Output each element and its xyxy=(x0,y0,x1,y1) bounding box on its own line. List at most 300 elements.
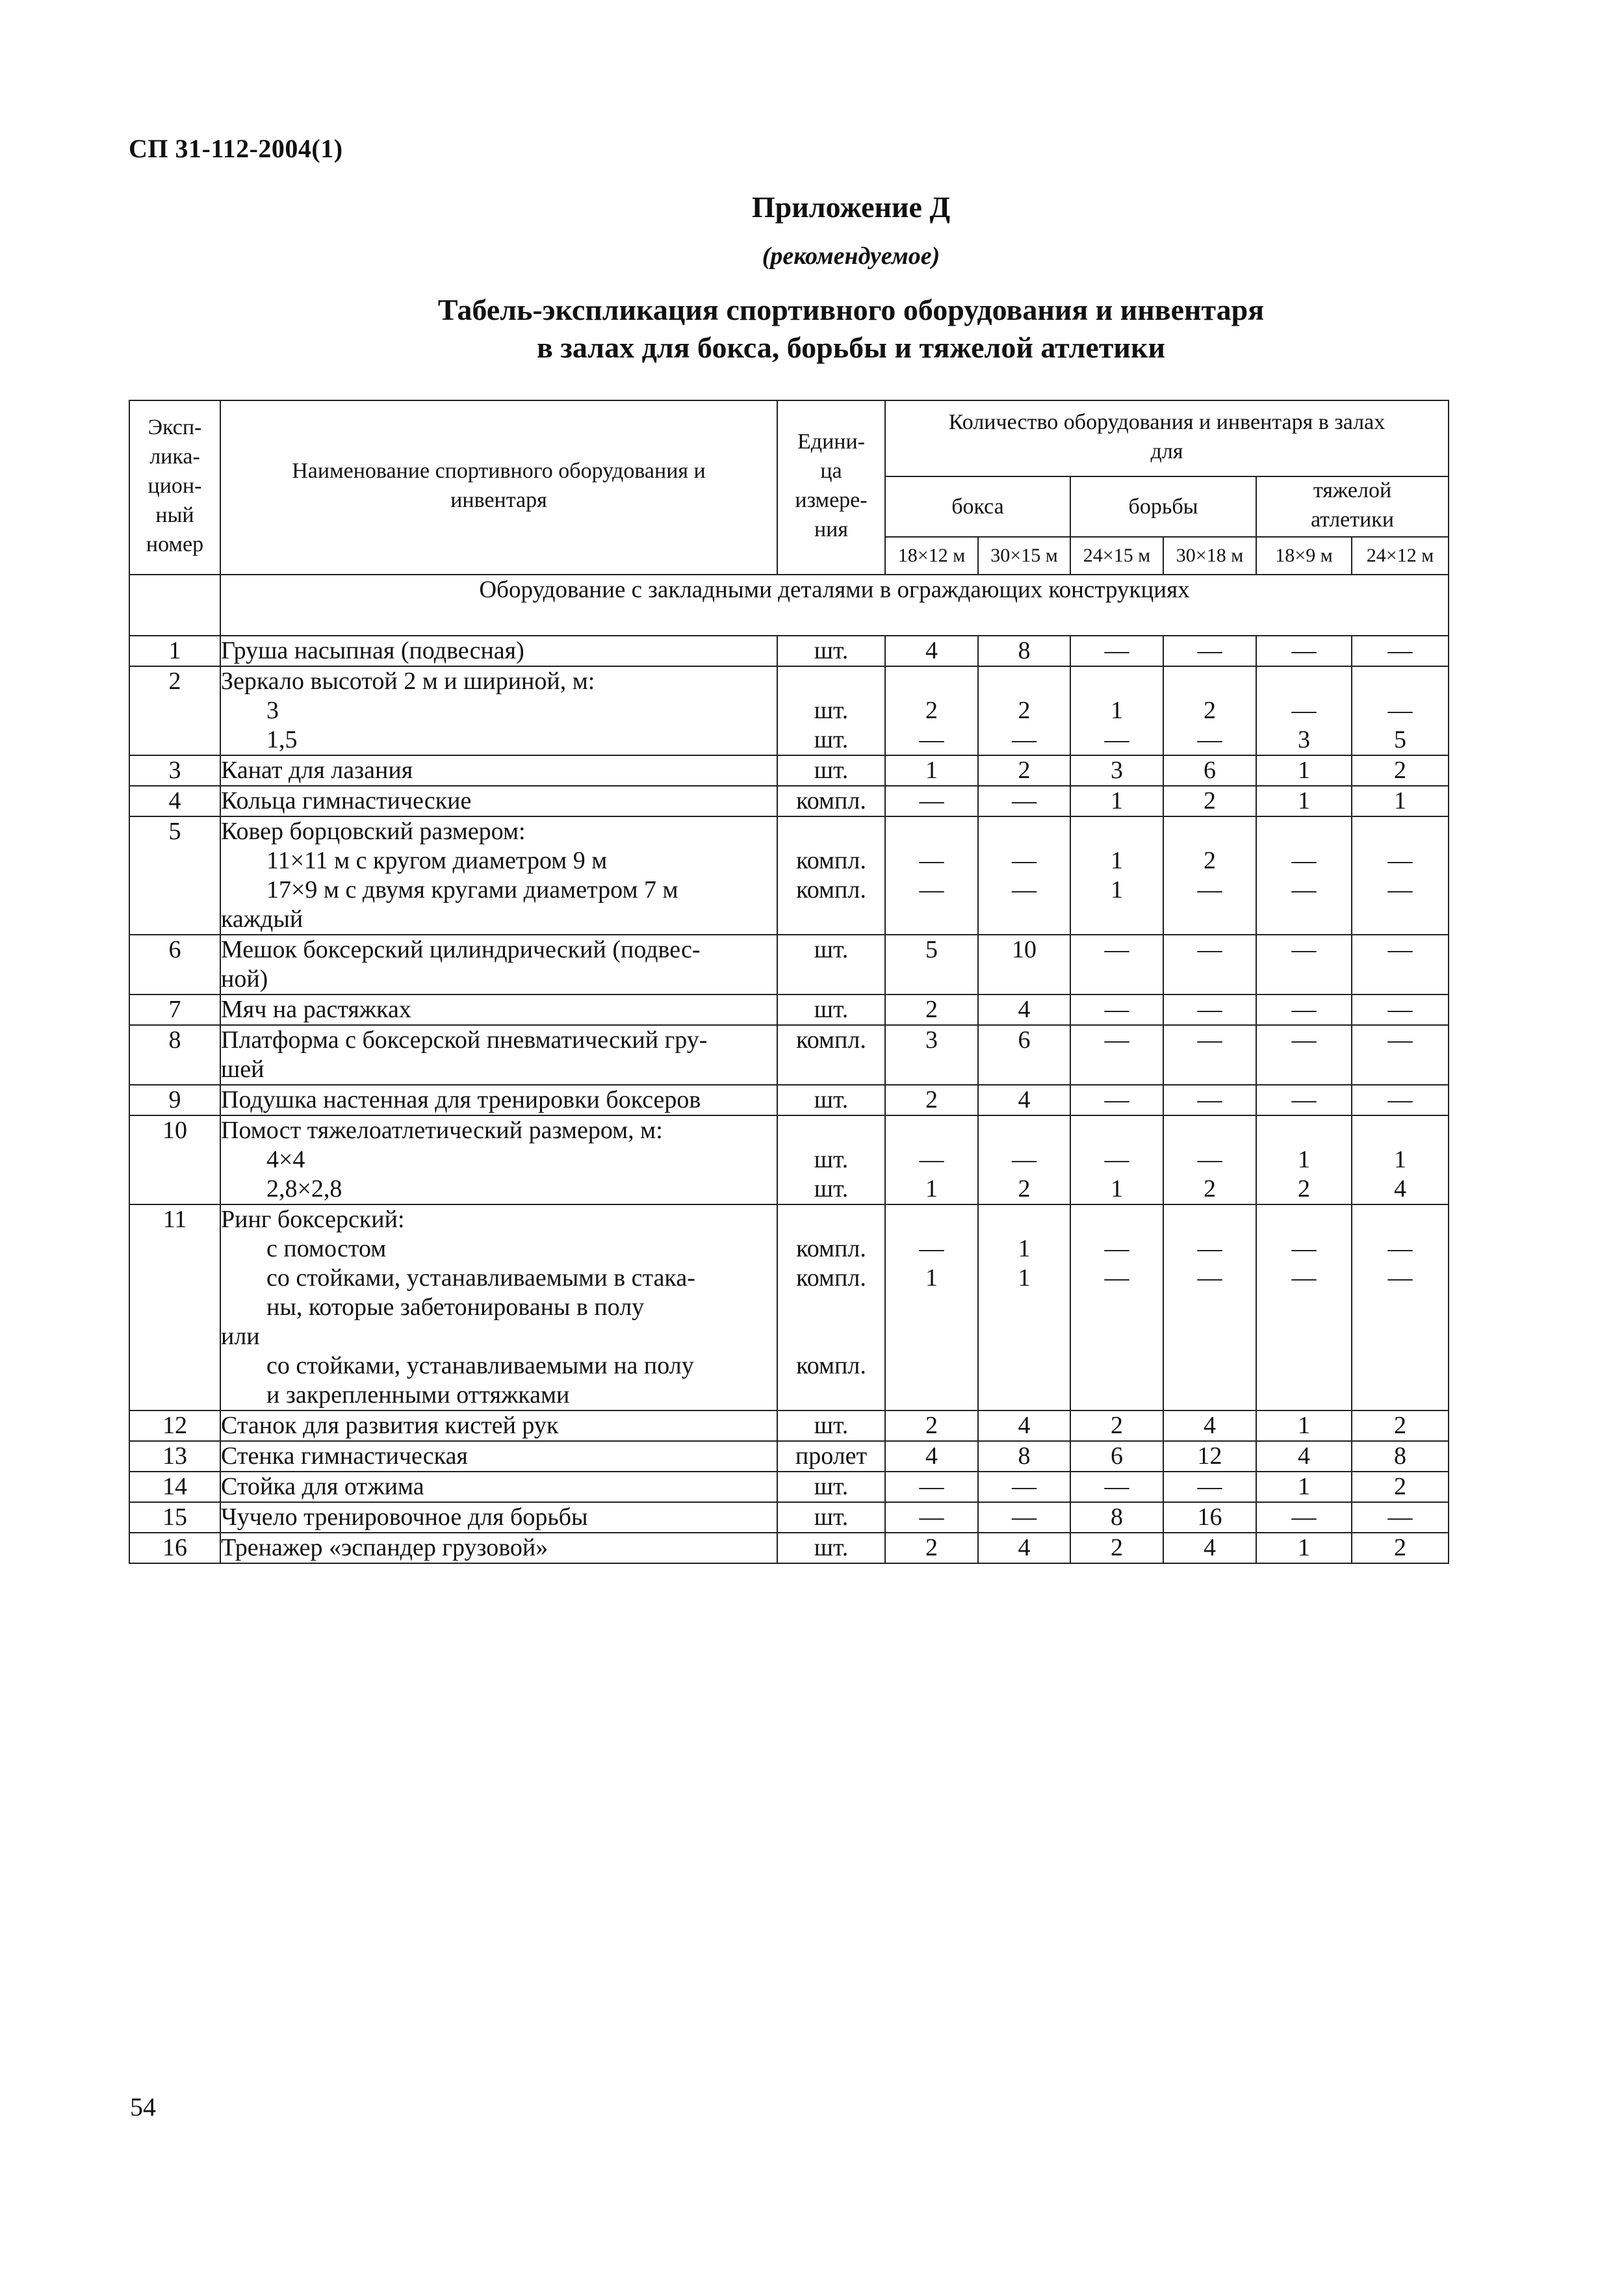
quantity-value: — xyxy=(1012,847,1037,874)
unit-line: шт. xyxy=(814,1473,849,1500)
equipment-name-line: Канат для лазания xyxy=(221,757,413,784)
quantity-value xyxy=(886,817,977,846)
quantity-value: 1 xyxy=(925,1175,938,1202)
quantity-value: 4 xyxy=(1018,1412,1031,1439)
quantity-cell xyxy=(1070,1204,1163,1410)
quantity-value: — xyxy=(1291,697,1317,724)
unit-line: шт. xyxy=(814,1175,849,1202)
quantity-value: — xyxy=(1012,876,1037,904)
quantity-value: — xyxy=(1387,936,1413,963)
quantity-cell xyxy=(1256,786,1352,816)
unit-line: шт. xyxy=(814,936,849,963)
quantity-value: 1 xyxy=(1298,1146,1310,1173)
header-group-weightlifting: тяжелой атлетики xyxy=(1256,476,1449,537)
table-title xyxy=(0,291,1624,367)
quantity-cell xyxy=(1163,1441,1256,1472)
quantity-cell xyxy=(1352,1025,1449,1085)
quantity-value xyxy=(1257,1116,1351,1145)
quantity-cell xyxy=(1163,1025,1256,1085)
unit-line xyxy=(778,817,884,846)
quantity-cell xyxy=(1163,1085,1256,1115)
equipment-name-line: ной) xyxy=(221,965,268,993)
quantity-cell xyxy=(1070,994,1163,1025)
equipment-name xyxy=(220,666,777,755)
quantity-cell xyxy=(1256,1115,1352,1204)
quantity-value: 4 xyxy=(1018,1534,1031,1561)
equipment-name xyxy=(220,1533,777,1563)
equipment-name-line: Подушка настенная для тренировки боксеров xyxy=(221,1086,701,1113)
unit-line xyxy=(778,905,884,934)
table-row xyxy=(129,816,1449,935)
equipment-name xyxy=(220,1115,777,1204)
quantity-cell xyxy=(885,1204,978,1410)
unit-line: компл. xyxy=(796,1352,866,1379)
row-number: 10 xyxy=(129,1115,220,1204)
equipment-name xyxy=(220,994,777,1025)
header-size: 18×12 м xyxy=(885,537,978,575)
appendix-title: Приложение Д xyxy=(751,190,951,224)
quantity-cell xyxy=(1352,1472,1449,1502)
quantity-cell xyxy=(978,1441,1070,1472)
quantity-value: — xyxy=(1197,936,1222,963)
table-row xyxy=(129,1502,1449,1533)
quantity-cell xyxy=(978,935,1070,994)
equipment-name xyxy=(220,1025,777,1085)
quantity-value: — xyxy=(1291,996,1317,1023)
quantity-value: 2 xyxy=(925,1086,938,1113)
quantity-cell xyxy=(1070,1025,1163,1085)
quantity-cell xyxy=(978,1533,1070,1563)
unit-line: компл. xyxy=(796,1026,866,1054)
quantity-value: 6 xyxy=(1204,757,1216,784)
quantity-cell xyxy=(1070,1085,1163,1115)
quantity-cell xyxy=(978,1204,1070,1410)
quantity-cell xyxy=(1070,636,1163,666)
row-number: 12 xyxy=(129,1410,220,1441)
unit-line: шт. xyxy=(814,726,849,753)
quantity-cell xyxy=(978,755,1070,786)
unit-line: шт. xyxy=(814,996,849,1023)
quantity-cell xyxy=(1163,1533,1256,1563)
equipment-name xyxy=(220,935,777,994)
quantity-value: 2 xyxy=(925,1412,938,1439)
quantity-cell xyxy=(1256,1204,1352,1410)
quantity-cell xyxy=(1256,1533,1352,1563)
quantity-cell xyxy=(885,1472,978,1502)
quantity-value xyxy=(1257,667,1351,696)
quantity-value: — xyxy=(919,1235,944,1262)
quantity-cell xyxy=(1352,666,1449,755)
quantity-cell xyxy=(1256,636,1352,666)
quantity-value: 2 xyxy=(1394,1473,1406,1500)
quantity-cell xyxy=(885,755,978,786)
quantity-value: 8 xyxy=(1111,1503,1123,1531)
quantity-value: — xyxy=(919,787,944,814)
equipment-name xyxy=(220,1204,777,1410)
equipment-name-line: или xyxy=(221,1323,260,1350)
quantity-cell xyxy=(1352,1533,1449,1563)
quantity-value: 1 xyxy=(1111,787,1123,814)
unit-cell xyxy=(777,994,885,1025)
row-number: 16 xyxy=(129,1533,220,1563)
quantity-cell xyxy=(1070,1502,1163,1533)
quantity-value: 1 xyxy=(1298,757,1310,784)
quantity-cell xyxy=(1352,1502,1449,1533)
row-number: 11 xyxy=(129,1204,220,1410)
equipment-name-line: 2,8×2,8 xyxy=(266,1175,342,1202)
equipment-name-line: со стойками, устанавливаемыми в стака- xyxy=(266,1264,695,1292)
quantity-value: — xyxy=(1012,1503,1037,1531)
unit-line: шт. xyxy=(814,1412,849,1439)
equipment-name-line: с помостом xyxy=(266,1235,387,1262)
quantity-value: 4 xyxy=(1394,1175,1406,1202)
quantity-value xyxy=(1352,1205,1448,1234)
unit-line xyxy=(778,1293,884,1322)
quantity-cell xyxy=(1163,786,1256,816)
equipment-name-line: и закрепленными оттяжками xyxy=(266,1381,570,1409)
table-title-line: Табель-экспликация спортивного оборудования и инвентаря xyxy=(437,293,1265,326)
unit-cell xyxy=(777,1085,885,1115)
unit-cell xyxy=(777,636,885,666)
quantity-value: — xyxy=(1012,787,1037,814)
header-group-wrestling: борьбы xyxy=(1070,476,1256,537)
quantity-cell xyxy=(885,1441,978,1472)
unit-line: шт. xyxy=(814,637,849,664)
quantity-cell xyxy=(1163,816,1256,935)
equipment-name-line: Ринг боксерский: xyxy=(221,1206,405,1233)
quantity-value xyxy=(1071,817,1163,846)
equipment-name xyxy=(220,636,777,666)
row-number: 14 xyxy=(129,1472,220,1502)
quantity-value: 3 xyxy=(1298,726,1310,753)
page-number: 54 xyxy=(130,2092,156,2122)
quantity-value: 1 xyxy=(1018,1264,1031,1292)
unit-line: компл. xyxy=(796,787,866,814)
quantity-value: — xyxy=(1197,726,1222,753)
equipment-name-line: Станок для развития кистей рук xyxy=(221,1412,559,1439)
quantity-value xyxy=(1071,667,1163,696)
quantity-value: — xyxy=(1291,1264,1317,1292)
row-number: 1 xyxy=(129,636,220,666)
unit-cell xyxy=(777,1410,885,1441)
section-title: Оборудование с закладными деталями в ограждающих конструкциях xyxy=(220,575,1449,636)
unit-line xyxy=(778,1205,884,1234)
quantity-value: — xyxy=(1104,996,1129,1023)
equipment-name-line: шей xyxy=(221,1056,264,1083)
quantity-value: — xyxy=(1387,996,1413,1023)
quantity-cell xyxy=(1163,1115,1256,1204)
quantity-cell xyxy=(1352,1085,1449,1115)
equipment-name xyxy=(220,1410,777,1441)
quantity-value: 2 xyxy=(1204,847,1216,874)
quantity-value: — xyxy=(1387,1026,1413,1054)
quantity-cell xyxy=(1163,1204,1256,1410)
quantity-cell xyxy=(1352,935,1449,994)
quantity-value: — xyxy=(1197,996,1222,1023)
quantity-cell xyxy=(1070,786,1163,816)
quantity-cell xyxy=(885,1115,978,1204)
appendix-subtitle: (рекомендуемое) xyxy=(762,242,940,270)
unit-line: шт. xyxy=(814,757,849,784)
quantity-value: 2 xyxy=(1018,697,1031,724)
quantity-cell xyxy=(1070,1410,1163,1441)
quantity-cell xyxy=(885,1025,978,1085)
unit-line: шт. xyxy=(814,1503,849,1531)
quantity-value: — xyxy=(919,847,944,874)
unit-cell xyxy=(777,1502,885,1533)
equipment-name xyxy=(220,1441,777,1472)
equipment-name-line: Чучело тренировочное для борьбы xyxy=(221,1503,588,1531)
quantity-cell xyxy=(1163,1410,1256,1441)
quantity-value: 1 xyxy=(1111,876,1123,904)
equipment-name xyxy=(220,1085,777,1115)
quantity-value: 1 xyxy=(1394,1146,1406,1173)
quantity-value: 1 xyxy=(1394,787,1406,814)
row-number: 6 xyxy=(129,935,220,994)
quantity-value: 2 xyxy=(1111,1534,1123,1561)
quantity-value: 1 xyxy=(1298,1412,1310,1439)
quantity-value: — xyxy=(1012,726,1037,753)
quantity-value: 1 xyxy=(1298,1534,1310,1561)
quantity-cell xyxy=(978,1115,1070,1204)
quantity-value: 3 xyxy=(925,1026,938,1054)
row-number: 4 xyxy=(129,786,220,816)
quantity-value: 4 xyxy=(1298,1442,1310,1470)
quantity-cell xyxy=(978,1085,1070,1115)
table-row xyxy=(129,1472,1449,1502)
quantity-cell xyxy=(1070,1472,1163,1502)
quantity-cell xyxy=(885,786,978,816)
quantity-value: 1 xyxy=(1298,787,1310,814)
header-size: 30×18 м xyxy=(1163,537,1256,575)
quantity-value xyxy=(1164,817,1256,846)
quantity-value: 2 xyxy=(1394,757,1406,784)
header-expl-number: Эксп- лика- цион- ный номер xyxy=(129,400,220,575)
table-title-line: в залах для бокса, борьбы и тяжелой атлетики xyxy=(537,331,1165,364)
row-number: 2 xyxy=(129,666,220,755)
quantity-cell xyxy=(1352,786,1449,816)
equipment-name-line: со стойками, устанавливаемыми на полу xyxy=(266,1352,694,1379)
table-row xyxy=(129,1410,1449,1441)
quantity-cell xyxy=(1256,1441,1352,1472)
quantity-value: — xyxy=(1104,936,1129,963)
quantity-cell xyxy=(1256,1085,1352,1115)
quantity-value: — xyxy=(1197,1473,1222,1500)
table-row xyxy=(129,755,1449,786)
equipment-table xyxy=(129,400,1449,1564)
quantity-cell xyxy=(885,994,978,1025)
quantity-value: 10 xyxy=(1012,936,1037,963)
quantity-cell xyxy=(885,1502,978,1533)
quantity-value: 4 xyxy=(1204,1412,1216,1439)
equipment-name-line: 11×11 м с кругом диаметром 9 м xyxy=(266,847,608,874)
quantity-value: — xyxy=(1104,726,1129,753)
equipment-name xyxy=(220,1502,777,1533)
quantity-value: 2 xyxy=(1394,1412,1406,1439)
header-size: 24×15 м xyxy=(1070,537,1163,575)
quantity-value: 12 xyxy=(1197,1442,1222,1470)
equipment-name-line: ны, которые забетонированы в полу xyxy=(266,1294,645,1321)
quantity-cell xyxy=(885,636,978,666)
quantity-value: — xyxy=(1104,1026,1129,1054)
equipment-name-line: Кольца гимнастические xyxy=(221,787,472,814)
table-row xyxy=(129,1204,1449,1410)
quantity-value: 1 xyxy=(1111,697,1123,724)
quantity-value: — xyxy=(1197,1264,1222,1292)
quantity-value xyxy=(1257,817,1351,846)
equipment-name-line: 3 xyxy=(266,697,279,724)
quantity-value: 1 xyxy=(1018,1235,1031,1262)
equipment-name-line: Тренажер «эспандер грузовой» xyxy=(221,1534,548,1561)
quantity-value: — xyxy=(1104,1473,1129,1500)
quantity-value: — xyxy=(1387,697,1413,724)
equipment-name-line: Стенка гимнастическая xyxy=(221,1442,468,1470)
quantity-cell xyxy=(1256,755,1352,786)
quantity-value: 8 xyxy=(1018,1442,1031,1470)
quantity-value: — xyxy=(1387,1264,1413,1292)
equipment-name-line: Груша насыпная (подвесная) xyxy=(221,637,524,664)
quantity-value: 3 xyxy=(1111,757,1123,784)
table-row xyxy=(129,1533,1449,1563)
unit-cell xyxy=(777,1204,885,1410)
quantity-cell xyxy=(978,636,1070,666)
table-row xyxy=(129,1025,1449,1085)
quantity-cell xyxy=(1163,935,1256,994)
quantity-value: 2 xyxy=(1298,1175,1310,1202)
quantity-value: — xyxy=(1291,936,1317,963)
quantity-cell xyxy=(1070,935,1163,994)
quantity-cell xyxy=(978,1410,1070,1441)
row-number: 7 xyxy=(129,994,220,1025)
quantity-value: — xyxy=(1387,1235,1413,1262)
unit-line: шт. xyxy=(814,1086,849,1113)
quantity-value: — xyxy=(1387,637,1413,664)
quantity-cell xyxy=(1070,1533,1163,1563)
quantity-cell xyxy=(1256,994,1352,1025)
quantity-cell xyxy=(1352,994,1449,1025)
table-row xyxy=(129,666,1449,755)
row-number: 13 xyxy=(129,1441,220,1472)
quantity-value: 4 xyxy=(925,1442,938,1470)
quantity-value: 4 xyxy=(1204,1534,1216,1561)
quantity-value: — xyxy=(1104,1086,1129,1113)
unit-line: компл. xyxy=(796,1264,866,1292)
header-size: 18×9 м xyxy=(1256,537,1352,575)
unit-line xyxy=(778,1322,884,1351)
quantity-cell xyxy=(978,1472,1070,1502)
unit-cell xyxy=(777,1025,885,1085)
quantity-cell xyxy=(1352,755,1449,786)
quantity-value: — xyxy=(1387,847,1413,874)
header-size: 30×15 м xyxy=(978,537,1070,575)
quantity-value: 1 xyxy=(1111,847,1123,874)
unit-cell xyxy=(777,1472,885,1502)
quantity-value: — xyxy=(1387,876,1413,904)
equipment-name-line: Мяч на растяжках xyxy=(221,996,411,1023)
row-number: 8 xyxy=(129,1025,220,1085)
equipment-name-line: 17×9 м с двумя кругами диаметром 7 м xyxy=(266,876,678,904)
quantity-cell xyxy=(1256,1025,1352,1085)
unit-cell xyxy=(777,1533,885,1563)
quantity-value xyxy=(979,667,1070,696)
unit-cell xyxy=(777,666,885,755)
quantity-value: — xyxy=(1291,1086,1317,1113)
quantity-cell xyxy=(1256,666,1352,755)
quantity-cell xyxy=(885,1533,978,1563)
quantity-value xyxy=(979,817,1070,846)
unit-line: компл. xyxy=(796,847,866,874)
quantity-value: 5 xyxy=(925,936,938,963)
quantity-cell xyxy=(978,994,1070,1025)
quantity-cell xyxy=(1256,935,1352,994)
unit-line xyxy=(778,667,884,696)
quantity-value xyxy=(886,1205,977,1234)
equipment-name xyxy=(220,786,777,816)
row-number: 3 xyxy=(129,755,220,786)
quantity-value: — xyxy=(1104,1264,1129,1292)
quantity-value: — xyxy=(1291,1026,1317,1054)
quantity-value: 2 xyxy=(925,697,938,724)
quantity-value: 6 xyxy=(1111,1442,1123,1470)
quantity-cell xyxy=(885,666,978,755)
unit-line: пролет xyxy=(795,1442,868,1470)
quantity-value: — xyxy=(1387,1086,1413,1113)
unit-cell xyxy=(777,935,885,994)
quantity-value xyxy=(1071,1205,1163,1234)
equipment-name-line: Мешок боксерский цилиндрический (подвес- xyxy=(221,936,701,963)
quantity-value xyxy=(886,1116,977,1145)
quantity-value xyxy=(1352,1116,1448,1145)
quantity-value: 4 xyxy=(925,637,938,664)
quantity-value: — xyxy=(1387,1503,1413,1531)
quantity-value: 8 xyxy=(1394,1442,1406,1470)
quantity-value: — xyxy=(1012,1473,1037,1500)
row-number: 5 xyxy=(129,816,220,935)
quantity-value: — xyxy=(1291,847,1317,874)
quantity-cell xyxy=(1256,1472,1352,1502)
quantity-value: 5 xyxy=(1394,726,1406,753)
quantity-cell xyxy=(885,1410,978,1441)
quantity-cell xyxy=(978,666,1070,755)
quantity-value: — xyxy=(1291,1235,1317,1262)
quantity-cell xyxy=(885,816,978,935)
unit-line xyxy=(778,1381,884,1410)
table-row xyxy=(129,1441,1449,1472)
quantity-value: — xyxy=(1291,876,1317,904)
equipment-name-line: Стойка для отжима xyxy=(221,1473,424,1500)
quantity-cell xyxy=(885,935,978,994)
quantity-value xyxy=(1164,667,1256,696)
header-group-boxing: бокса xyxy=(885,476,1070,537)
equipment-name-line: Зеркало высотой 2 м и шириной, м: xyxy=(221,668,595,695)
quantity-value: 4 xyxy=(1018,996,1031,1023)
quantity-value: — xyxy=(919,1146,944,1173)
quantity-value xyxy=(1257,1205,1351,1234)
unit-cell xyxy=(777,1441,885,1472)
quantity-cell xyxy=(978,786,1070,816)
quantity-value: — xyxy=(919,1473,944,1500)
equipment-name-line: 4×4 xyxy=(266,1146,305,1173)
quantity-cell xyxy=(1070,666,1163,755)
quantity-value: — xyxy=(1291,637,1317,664)
quantity-value: 2 xyxy=(1018,757,1031,784)
section-header-row xyxy=(129,575,1449,636)
quantity-value: 6 xyxy=(1018,1026,1031,1054)
quantity-value: 4 xyxy=(1018,1086,1031,1113)
quantity-value: — xyxy=(1197,1235,1222,1262)
quantity-value: 2 xyxy=(1111,1412,1123,1439)
unit-line xyxy=(778,1116,884,1145)
